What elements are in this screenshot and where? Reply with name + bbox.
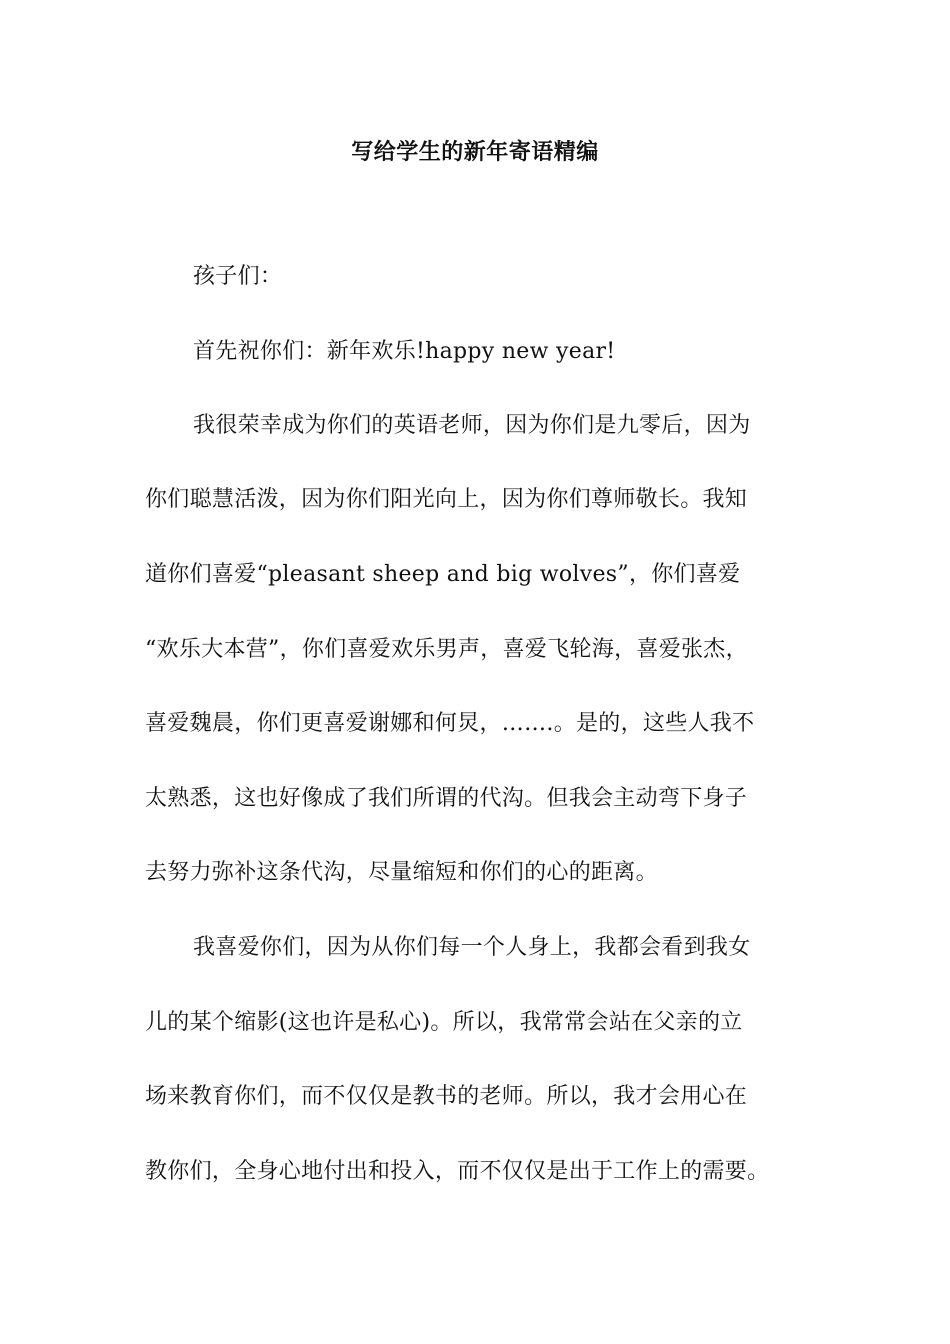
paragraph-line: “欢乐大本营”，你们喜爱欢乐男声，喜爱飞轮海，喜爱张杰， bbox=[145, 637, 748, 662]
paragraph-line: 道你们喜爱“pleasant sheep and big wolves”，你们喜爱 bbox=[145, 562, 741, 587]
document-title: 写给学生的新年寄语精编 bbox=[351, 139, 599, 165]
paragraph-line: 太熟悉，这也好像成了我们所谓的代沟。但我会主动弯下身子 bbox=[145, 786, 748, 811]
paragraph-line: 去努力弥补这条代沟，尽量缩短和你们的心的距离。 bbox=[145, 860, 658, 885]
paragraph-line: 场来教育你们，而不仅仅是教书的老师。所以，我才会用心在 bbox=[145, 1084, 748, 1109]
paragraph-line: 喜爱魏晨，你们更喜爱谢娜和何炅，…….。是的，这些人我不 bbox=[145, 711, 755, 736]
paragraph-line: 我很荣幸成为你们的英语老师，因为你们是九零后，因为 bbox=[193, 413, 751, 438]
paragraph-line: 首先祝你们：新年欢乐!happy new year! bbox=[193, 339, 616, 364]
paragraph-line: 儿的某个缩影(这也许是私心)。所以，我常常会站在父亲的立 bbox=[145, 1010, 743, 1035]
paragraph-line: 你们聪慧活泼，因为你们阳光向上，因为你们尊师敬长。我知 bbox=[145, 487, 748, 512]
paragraph-line: 我喜爱你们，因为从你们每一个人身上，我都会看到我女 bbox=[193, 935, 751, 960]
paragraph-line: 孩子们： bbox=[193, 264, 283, 289]
paragraph-line: 教你们，全身心地付出和投入，而不仅仅是出于工作上的需要。 bbox=[145, 1159, 770, 1184]
